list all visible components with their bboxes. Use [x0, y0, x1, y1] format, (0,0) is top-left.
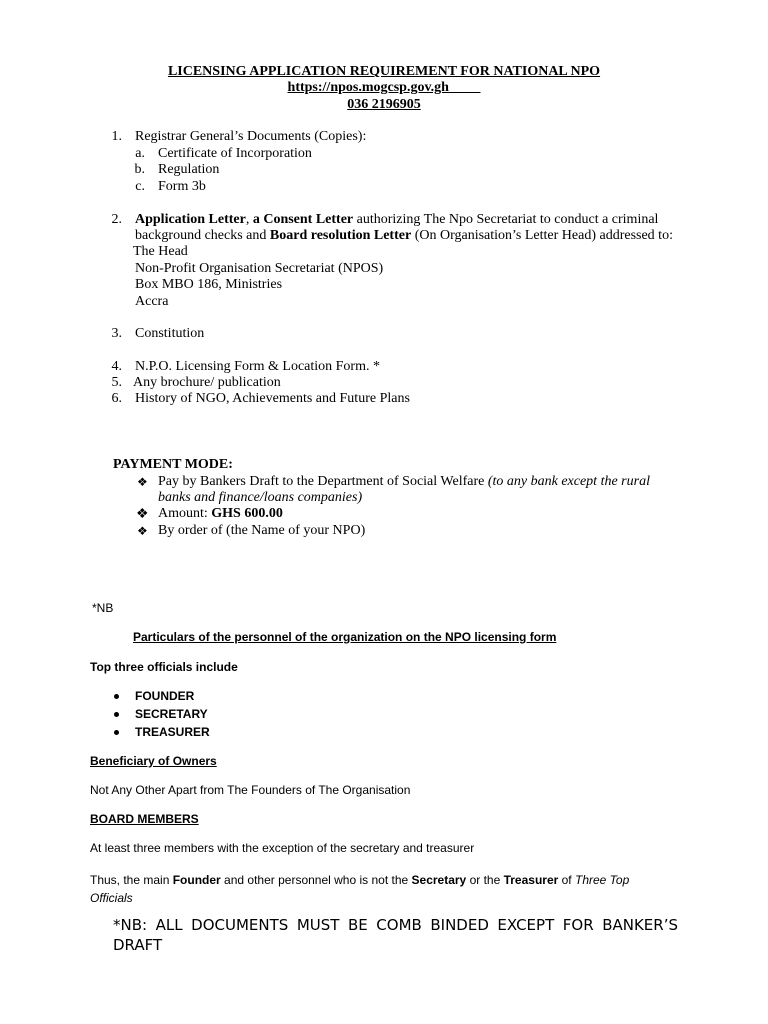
- diamond-bullet-icon: ❖: [137, 524, 148, 538]
- item-number: 1.: [111, 129, 122, 144]
- item-number: 6.: [111, 391, 122, 406]
- address-line: Accra: [135, 294, 169, 309]
- requirement-item-2: [0, 212, 768, 312]
- website-url[interactable]: https://npos.mogcsp.gov.gh: [287, 80, 449, 96]
- sub-text: Form 3b: [158, 179, 206, 194]
- payment-method-line: Pay by Bankers Draft to the Department of Social Welfare (to any bank except the rural: [158, 474, 650, 489]
- requirement-item-6: [0, 391, 768, 409]
- payment-order: By order of (the Name of your NPO): [158, 523, 366, 538]
- item-text: Constitution: [135, 326, 205, 341]
- sub-text: Regulation: [158, 162, 220, 177]
- official-founder: FOUNDER: [135, 689, 195, 703]
- payment-amount: Amount: GHS 600.00: [158, 506, 283, 521]
- item-text: History of NGO, Achievements and Future Plans: [135, 391, 410, 406]
- item-number: 2.: [111, 212, 122, 227]
- official-secretary: SECRETARY: [135, 707, 208, 721]
- payment-heading: PAYMENT MODE:: [113, 457, 233, 472]
- phone-number: 036 2196905: [347, 96, 421, 112]
- requirement-item-3: [0, 326, 768, 344]
- item-text: Registrar General’s Documents (Copies):: [135, 129, 367, 144]
- item-number: 5.: [111, 375, 122, 390]
- particulars-heading: Particulars of the personnel of the organization on the NPO licensing form: [133, 630, 557, 644]
- thus-paragraph: Thus, the main Founder and other personnel who is not the Secretary or the Treasurer of Three Top Officials: [90, 873, 630, 905]
- diamond-bullet-icon: ❖: [137, 475, 148, 489]
- comb-binding-note: *NB: ALL DOCUMENTS MUST BE COMB BINDED EXCEPT FOR BANKER’S DRAFT: [113, 916, 678, 954]
- beneficiary-text: Not Any Other Apart from The Founders of The Organisation: [90, 783, 411, 797]
- diamond-bullet-icon: ❖: [136, 507, 149, 522]
- document-title: LICENSING APPLICATION REQUIREMENT FOR NATIONAL NPO: [167, 64, 601, 79]
- sub-text: Certificate of Incorporation: [158, 146, 312, 161]
- item-text-line-1: Application Letter, a Consent Letter authorizing The Npo Secretariat to conduct a criminal: [135, 212, 659, 227]
- bullet-icon: [114, 712, 119, 717]
- beneficiary-heading: Beneficiary of Owners: [90, 754, 217, 768]
- item-number: 4.: [111, 359, 122, 374]
- requirement-item-1: [0, 129, 768, 199]
- item-number: 3.: [111, 326, 122, 341]
- top-officials-heading: Top three officials include: [90, 660, 238, 674]
- address-line: Box MBO 186, Ministries: [135, 277, 283, 292]
- bullet-icon: [114, 730, 119, 735]
- sub-letter: c.: [135, 179, 145, 194]
- payment-mode-section: [0, 457, 768, 547]
- address-line: Non-Profit Organisation Secretariat (NPOS): [135, 261, 384, 276]
- item-text-line-2: background checks and Board resolution Letter (On Organisation’s Letter Head) addressed to:: [135, 228, 673, 243]
- payment-method-line-cont: banks and finance/loans companies): [158, 490, 363, 505]
- board-members-heading: BOARD MEMBERS: [90, 812, 199, 826]
- document-header: [0, 64, 768, 113]
- officials-list: [0, 689, 768, 745]
- bullet-icon: [114, 694, 119, 699]
- address-line: The Head: [133, 244, 188, 259]
- item-text: Any brochure/ publication: [133, 375, 281, 390]
- sub-letter: a.: [135, 146, 145, 161]
- item-text: N.P.O. Licensing Form & Location Form. *: [135, 359, 380, 374]
- official-treasurer: TREASURER: [135, 725, 210, 739]
- sub-letter: b.: [134, 162, 145, 177]
- nb-marker: *NB: [92, 601, 114, 615]
- board-members-text: At least three members with the exception of the secretary and treasurer: [90, 841, 475, 855]
